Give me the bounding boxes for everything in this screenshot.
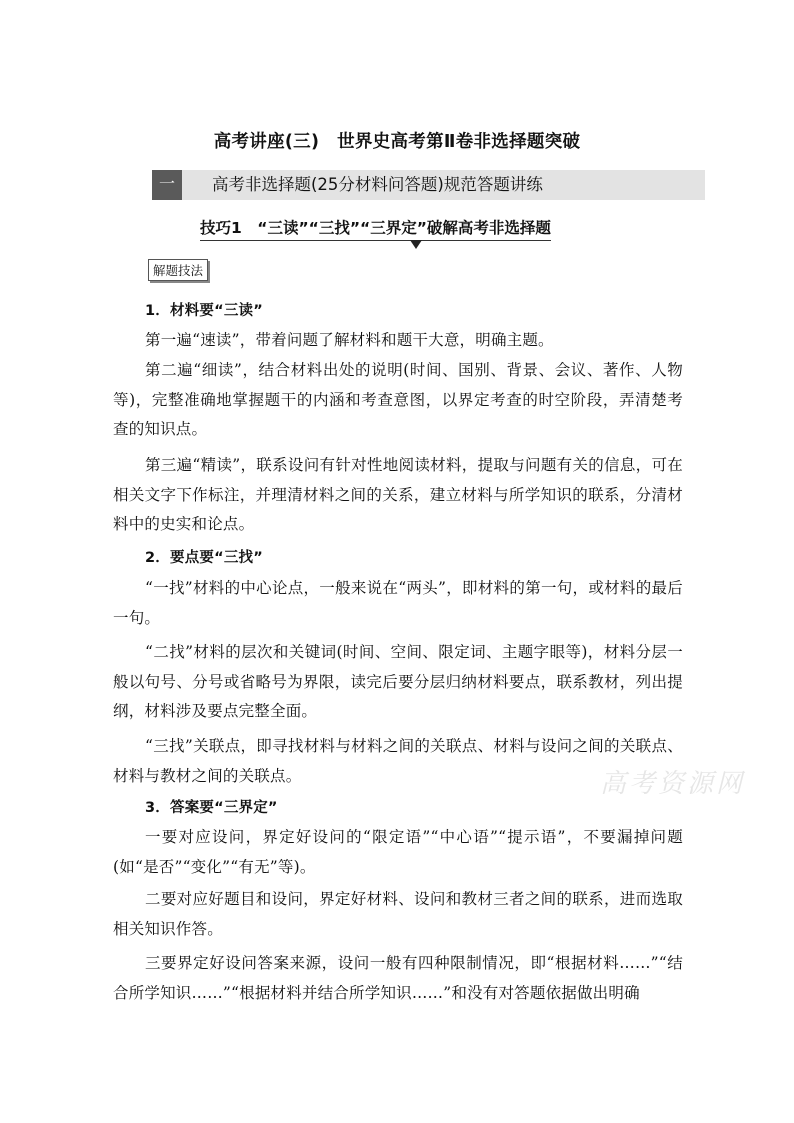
watermark: 高考资源网 [600, 769, 746, 799]
heading-three-finds: 2．要点要“三找” [145, 550, 263, 566]
paragraph-define-three: 三要界定好设问答案来源，设问一般有四种限制情况，即“根据材料……”“结合所学知识……”“根据材料并结合所学知识……”和没有对答题依据做出明确 [113, 954, 683, 1002]
paragraph-define-one: 一要对应设问，界定好设问的“限定语”“中心语”“提示语”，不要漏掉问题(如“是否”“变化”“有无”等)。 [113, 828, 683, 876]
section-label: 高考非选择题(25分材料问答题)规范答题讲练 [212, 175, 543, 194]
section-header-bar [152, 170, 705, 200]
paragraph-first-find: “一找”材料的中心论点，一般来说在“两头”，即材料的第一句，或材料的最后一句。 [113, 579, 683, 627]
page-title: 高考讲座(三) 世界史高考第Ⅱ卷非选择题突破 [213, 132, 581, 152]
paragraph-second-find: “二找”材料的层次和关键词(时间、空间、限定词、主题字眼等)，材料分层一般以句号、分号或省略号为界限，读完后要分层归纳材料要点，联系教材，列出提纲，材料涉及要点完整全面。 [113, 643, 683, 720]
paragraph-third-find: “三找”关联点，即寻找材料与材料之间的关联点、材料与设问之间的关联点、材料与教材之间的关联点。 [113, 737, 683, 785]
paragraph-define-two: 二要对应好题目和设问，界定好材料、设问和教材三者之间的联系，进而选取相关知识作答。 [113, 890, 683, 938]
heading-three-reads: 1．材料要“三读” [145, 303, 263, 319]
technique-subtitle: 技巧1 “三读”“三找”“三界定”破解高考非选择题 [200, 216, 551, 241]
paragraph-first-read: 第一遍“速读”，带着问题了解材料和题干大意，明确主题。 [145, 331, 554, 349]
method-tag: 解题技法 [148, 259, 208, 281]
heading-three-definitions: 3．答案要“三界定” [145, 800, 278, 816]
triangle-down-icon [410, 240, 422, 249]
paragraph-second-read: 第二遍“细读”，结合材料出处的说明(时间、国别、背景、会议、著作、人物等)，完整准确地掌握题干的内涵和考查意图，以界定考查的时空阶段，弄清楚考查的知识点。 [113, 361, 683, 438]
section-number-badge: 一 [152, 170, 182, 200]
paragraph-third-read: 第三遍“精读”，联系设问有针对性地阅读材料，提取与问题有关的信息，可在相关文字下作标注，并理清材料之间的关系，建立材料与所学知识的联系，分清材料中的史实和论点。 [113, 456, 683, 533]
